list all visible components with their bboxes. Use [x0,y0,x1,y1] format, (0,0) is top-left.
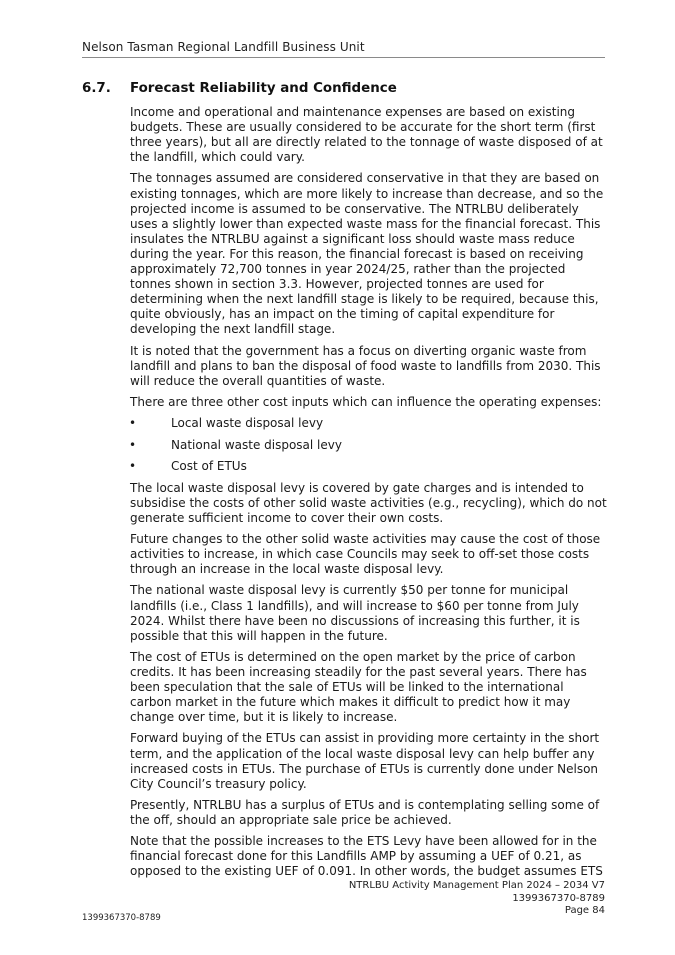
list-item-text: National waste disposal levy [171,437,342,452]
paragraph-forward-buying: Forward buying of the ETUs can assist in providing more certainty in the short term, and the application of the local waste disposal levy can help buffer any increased costs in ETUs. The purchase of ETUs is currently done under Nelson City Council’s treasury policy. [130,731,600,791]
paragraph-etu-cost: The cost of ETUs is determined on the open market by the price of carbon credits. It has been increasing steadily for the past several years. There has been speculation that the sale of ETUs will be linked to the international carbon market in the future which makes it difficult to predict how it may change over time, but it is likely to increase. [130,649,587,725]
paragraph-national-levy: The national waste disposal levy is currently $50 per tonne for municipal landfills (i.e., Class 1 landfills), and will increase to $60 per tonne from July 2024. Whilst there have been no discussions of increasing this further, it is possible that this will happen in the future. [130,583,580,643]
section-number: 6.7. [82,81,111,96]
footer-left-id: 1399367370-8789 [82,913,161,923]
paragraph-ets-levy: Note that the possible increases to the ETS Levy have been allowed for in the financial forecast done for this Landfills AMP by assuming a UEF of 0.21, as opposed to the existing UEF of 0.091. In other words, the budget assumes ETS [130,834,603,879]
list-item [130,438,608,453]
list-item-text: Local waste disposal levy [171,416,324,431]
bullet-icon: • [129,459,137,474]
section-title: Forecast Reliability and Confidence [130,81,397,96]
footer-page-number: Page 84 [564,905,605,917]
list-item-text: Cost of ETUs [171,459,247,474]
page-header: Nelson Tasman Regional Landfill Business Unit [82,40,605,58]
paragraph-tonnages: The tonnages assumed are considered conservative in that they are based on existing tonnages, which are more likely to increase than decrease, and so the projected income is assumed to be conservative. The NTRLBU deliberately uses a slightly lower than expected waste mass for the financial forecast. This insulates the NTRLBU against a significant loss should waste mass reduce during the year. For this reason, the financial forecast is based on receiving approximately 72,700 tonnes in year 2024/25, rather than the projected tonnes shown in section 3.3. However, projected tonnes are used for determining when the next landfill stage is likely to be required, because this, quite obviously, has an impact on the timing of capital expenditure for developing the next landfill stage. [130,171,604,337]
cost-inputs-list [130,416,608,474]
paragraph-organic-waste: It is noted that the government has a focus on diverting organic waste from landfill and plans to ban the disposal of food waste to landfills from 2030. This will reduce the overall quantities of waste. [130,343,601,388]
paragraph-cost-inputs: There are three other cost inputs which can influence the operating expenses: [130,394,602,409]
paragraph-local-levy: The local waste disposal levy is covered by gate charges and is intended to subsidise the costs of other solid waste activities (e.g., recycling), which do not generate sufficient income to cover their own costs. [130,480,607,525]
section-heading [82,81,397,96]
paragraph-budgets: Income and operational and maintenance expenses are based on existing budgets. These are usually considered to be accurate for the short term (first three years), but all are directly related to the tonnage of waste disposed of at the landfill, which could vary. [130,105,603,165]
page-footer [349,880,605,918]
footer-plan-title: NTRLBU Activity Management Plan 2024 – 2034 V7 [348,880,605,891]
body-content [130,105,608,886]
paragraph-etu-surplus: Presently, NTRLBU has a surplus of ETUs and is contemplating selling some of the off, should an appropriate sale price be achieved. [130,797,600,827]
footer-doc-id: 1399367370-8789 [512,892,605,904]
list-item [130,416,608,431]
list-item [130,459,608,474]
bullet-icon: • [129,437,137,452]
paragraph-future-changes: Future changes to the other solid waste activities may cause the cost of those activities to increase, in which case Councils may seek to off-set those costs through an increase in the local waste disposal levy. [130,532,601,577]
bullet-icon: • [129,416,137,431]
